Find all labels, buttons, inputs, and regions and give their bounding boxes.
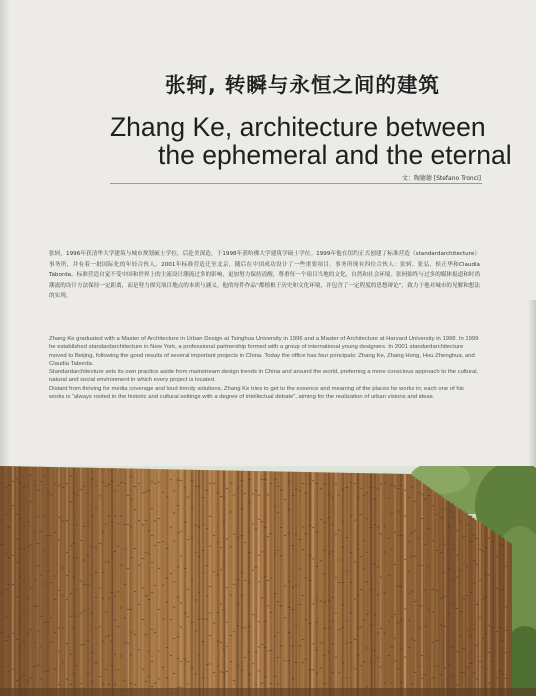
body-en-paragraph: Distant from thriving for media coverage and loud trendy solutions, Zhang Ke tries to get to the essence and meaning of the places he works in; each one of his works is “always rooted in the historic and cultural settings with a degree of intellectual debate”, aiming for the realization of urban visions and ideas. xyxy=(49,385,464,401)
article-byline: 文：陶德德 [Stefano Tronci] xyxy=(401,175,481,182)
bamboo-culm xyxy=(44,467,45,696)
body-en-paragraph: Standardarchitecture sets its own practice aside from mainstream design trends in China and around the world, preferring a more conscious approach to the cultural, natural and social environment in which every project is located. xyxy=(49,369,479,384)
bamboo-culm xyxy=(167,469,168,696)
bamboo-culm xyxy=(505,539,506,696)
bamboo-culm xyxy=(502,537,503,696)
bamboo-culm xyxy=(47,467,48,696)
bamboo-culm xyxy=(312,472,313,696)
article-title-chinese: 张轲, 转瞬与永恒之间的建筑 xyxy=(165,73,440,97)
bamboo-culm xyxy=(262,471,263,696)
bamboo-culm xyxy=(30,467,31,696)
bamboo-culm xyxy=(485,526,486,696)
bamboo-culm xyxy=(258,471,259,696)
bamboo-culm xyxy=(195,470,196,696)
bamboo-culm xyxy=(66,467,67,696)
wall-base-shadow xyxy=(0,688,536,696)
bamboo-culm xyxy=(285,472,286,696)
bamboo-culm xyxy=(332,473,333,696)
bamboo-culm xyxy=(460,509,461,696)
body-text-english xyxy=(49,335,480,401)
article-title-english-line2: the ephemeral and the eternal xyxy=(158,140,512,170)
bamboo-culm xyxy=(233,471,234,696)
title-divider xyxy=(110,183,482,184)
bamboo-culm xyxy=(128,469,129,696)
bamboo-culm xyxy=(329,473,330,696)
body-en-paragraph: Zhang Ke graduated with a Master of Architecture in Urban Design at Tsinghua University in 1996 and a Master of Architecture at Harvard University in 1998. In 1999 he established standardarchitecture in New York, a professional partnership formed with a group of international young designers. In 2001 standardarchitecture moved to Beijing, following the good results of several important projects in China. Today the office has four principals: Zhang Ke, Zhang Hong, Hou Zhenghua, and Claudia Taborda. xyxy=(49,336,479,367)
bamboo-culm xyxy=(452,503,453,696)
bamboo-culm xyxy=(100,468,101,696)
article-title-english xyxy=(110,113,512,169)
bamboo-culm xyxy=(134,469,135,696)
bamboo-culm xyxy=(37,467,38,696)
bamboo-culm xyxy=(274,472,275,696)
bamboo-culm xyxy=(170,469,171,696)
bamboo-culm xyxy=(154,469,155,696)
body-text-chinese: 张轲，1996年获清华大学建筑与城市规划硕士学位，后赴美深造，于1998年获哈佛大学建筑学硕士学位。1999年他在纽约正式创建了标准营造（standardarchitecture）事务所，并有着一批国际化的年轻合伙人。2001年标准营造迁至北京，随后在中国成功设计了一些重要项目。事务所现有四位合伙人：张轲、张弘、侯正华和Claudia Taborda。标准营造自觉不受中国和世界上的主流设计潮流过多的影响，更加努力保持清醒，尊重每一个项目当地的文化、自然和社会环境。张轲始终与过多的媒体报道和时尚潮流的设计方法保持一定距离，而是努力探究项目地点的本质与涵义。他的每件作品“都植根于历史和文化环境，并包含了一定程度的思想辩论”，致力于他对城市的见解和想法的实现。 xyxy=(49,251,480,300)
article-title-english-line1: Zhang Ke, architecture between xyxy=(110,112,486,142)
bamboo-culm xyxy=(392,474,393,696)
bamboo-culm xyxy=(299,472,300,696)
bamboo-culm xyxy=(428,487,429,696)
bamboo-culm xyxy=(130,469,131,696)
bamboo-culm xyxy=(324,473,325,696)
bamboo-culm xyxy=(58,467,59,696)
bamboo-culm xyxy=(363,473,364,696)
bamboo-culm xyxy=(397,474,398,696)
bamboo-culm xyxy=(380,474,381,696)
bamboo-facade-photo xyxy=(0,466,536,696)
bamboo-culm xyxy=(432,490,433,696)
bamboo-culm xyxy=(448,501,449,696)
bamboo-culm xyxy=(24,466,25,696)
bamboo-culm xyxy=(40,467,41,696)
page-edge-shadow xyxy=(528,300,536,480)
bamboo-culm xyxy=(163,469,164,696)
bamboo-culm xyxy=(268,471,269,696)
bamboo-culm xyxy=(105,468,106,696)
bamboo-culm xyxy=(121,468,122,696)
